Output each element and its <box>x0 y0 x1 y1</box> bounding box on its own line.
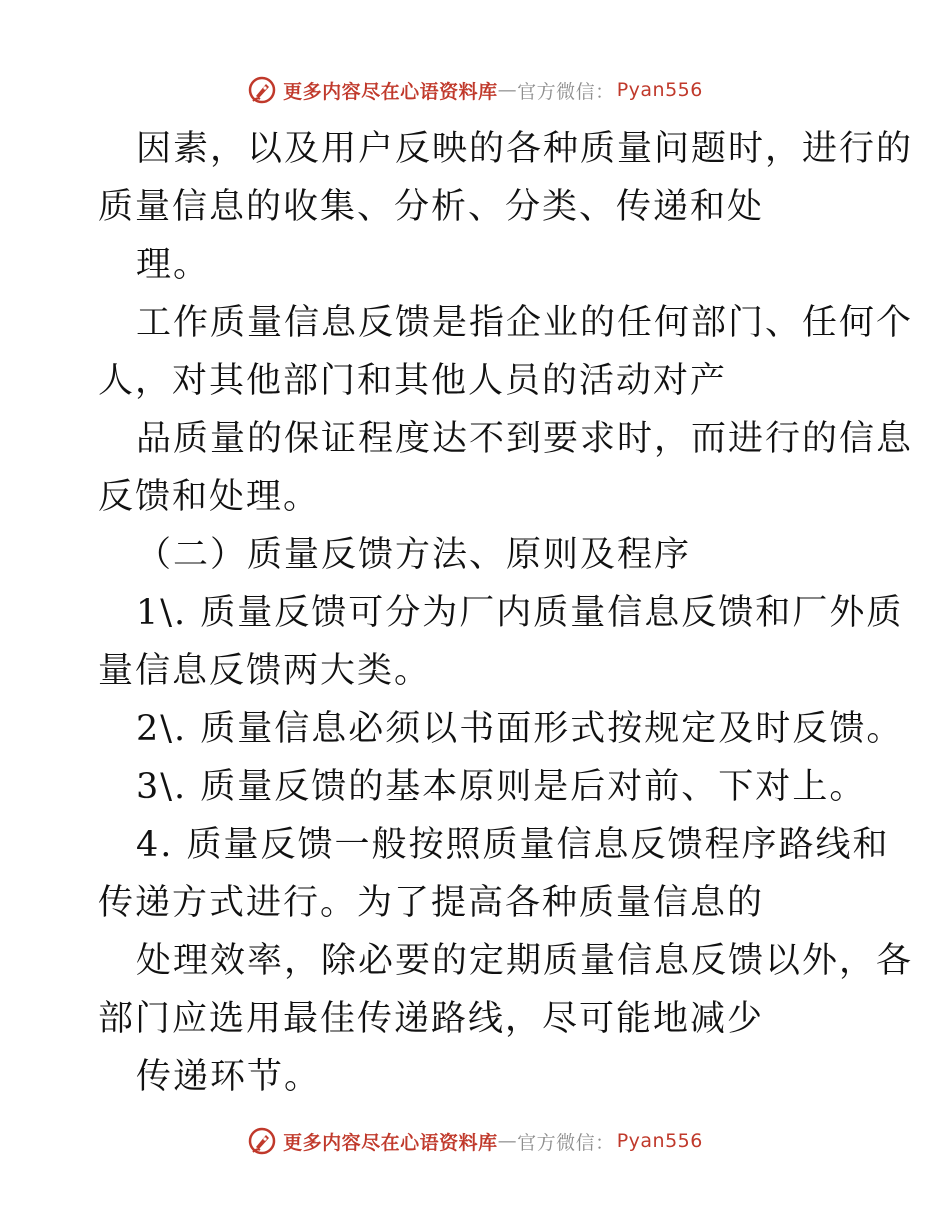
watermark-site-name: 更多内容尽在心语资料库 <box>283 1131 498 1154</box>
text-line: 量信息反馈两大类。 <box>98 651 432 691</box>
footer-watermark <box>0 1124 950 1158</box>
text-line: 因素，以及用户反映的各种质量问题时，进行的 <box>136 129 914 169</box>
text-line: 4. 质量反馈一般按照质量信息反馈程序路线和 <box>136 825 890 865</box>
pen-nib-logo-icon <box>247 75 277 105</box>
text-line: 传递环节。 <box>136 1057 322 1097</box>
text-line: 3\. 质量反馈的基本原则是后对前、下对上。 <box>136 767 867 807</box>
document-body <box>98 120 914 1106</box>
text-line: 理。 <box>136 245 211 285</box>
watermark-dash: — <box>497 79 518 101</box>
watermark-site-name: 更多内容尽在心语资料库 <box>283 80 498 103</box>
watermark-wechat-label: 官方微信： <box>517 1131 615 1154</box>
text-line: 质量信息的收集、分析、分类、传递和处 <box>98 187 765 227</box>
text-line: 1\. 质量反馈可分为厂内质量信息反馈和厂外质 <box>136 593 904 633</box>
watermark-wechat-id: Pyan556 <box>616 1130 703 1152</box>
watermark-wechat-id: Pyan556 <box>616 79 703 101</box>
text-line: 反馈和处理。 <box>98 477 321 517</box>
pen-nib-logo-icon <box>247 1126 277 1156</box>
text-line: 2\. 质量信息必须以书面形式按规定及时反馈。 <box>136 709 904 749</box>
watermark-dash: — <box>497 1130 518 1152</box>
watermark-wechat-label: 官方微信： <box>517 80 615 103</box>
text-line: 处理效率，除必要的定期质量信息反馈以外，各 <box>136 941 914 981</box>
text-line: 传递方式进行。为了提高各种质量信息的 <box>98 883 765 923</box>
header-watermark <box>0 73 950 107</box>
text-line: 品质量的保证程度达不到要求时，而进行的信息 <box>136 419 914 459</box>
text-line: 人，对其他部门和其他人员的活动对产 <box>98 361 728 401</box>
text-line: 部门应选用最佳传递路线，尽可能地减少 <box>98 999 765 1039</box>
section-heading: （二）质量反馈方法、原则及程序 <box>136 535 692 575</box>
text-line: 工作质量信息反馈是指企业的任何部门、任何个 <box>136 303 914 343</box>
